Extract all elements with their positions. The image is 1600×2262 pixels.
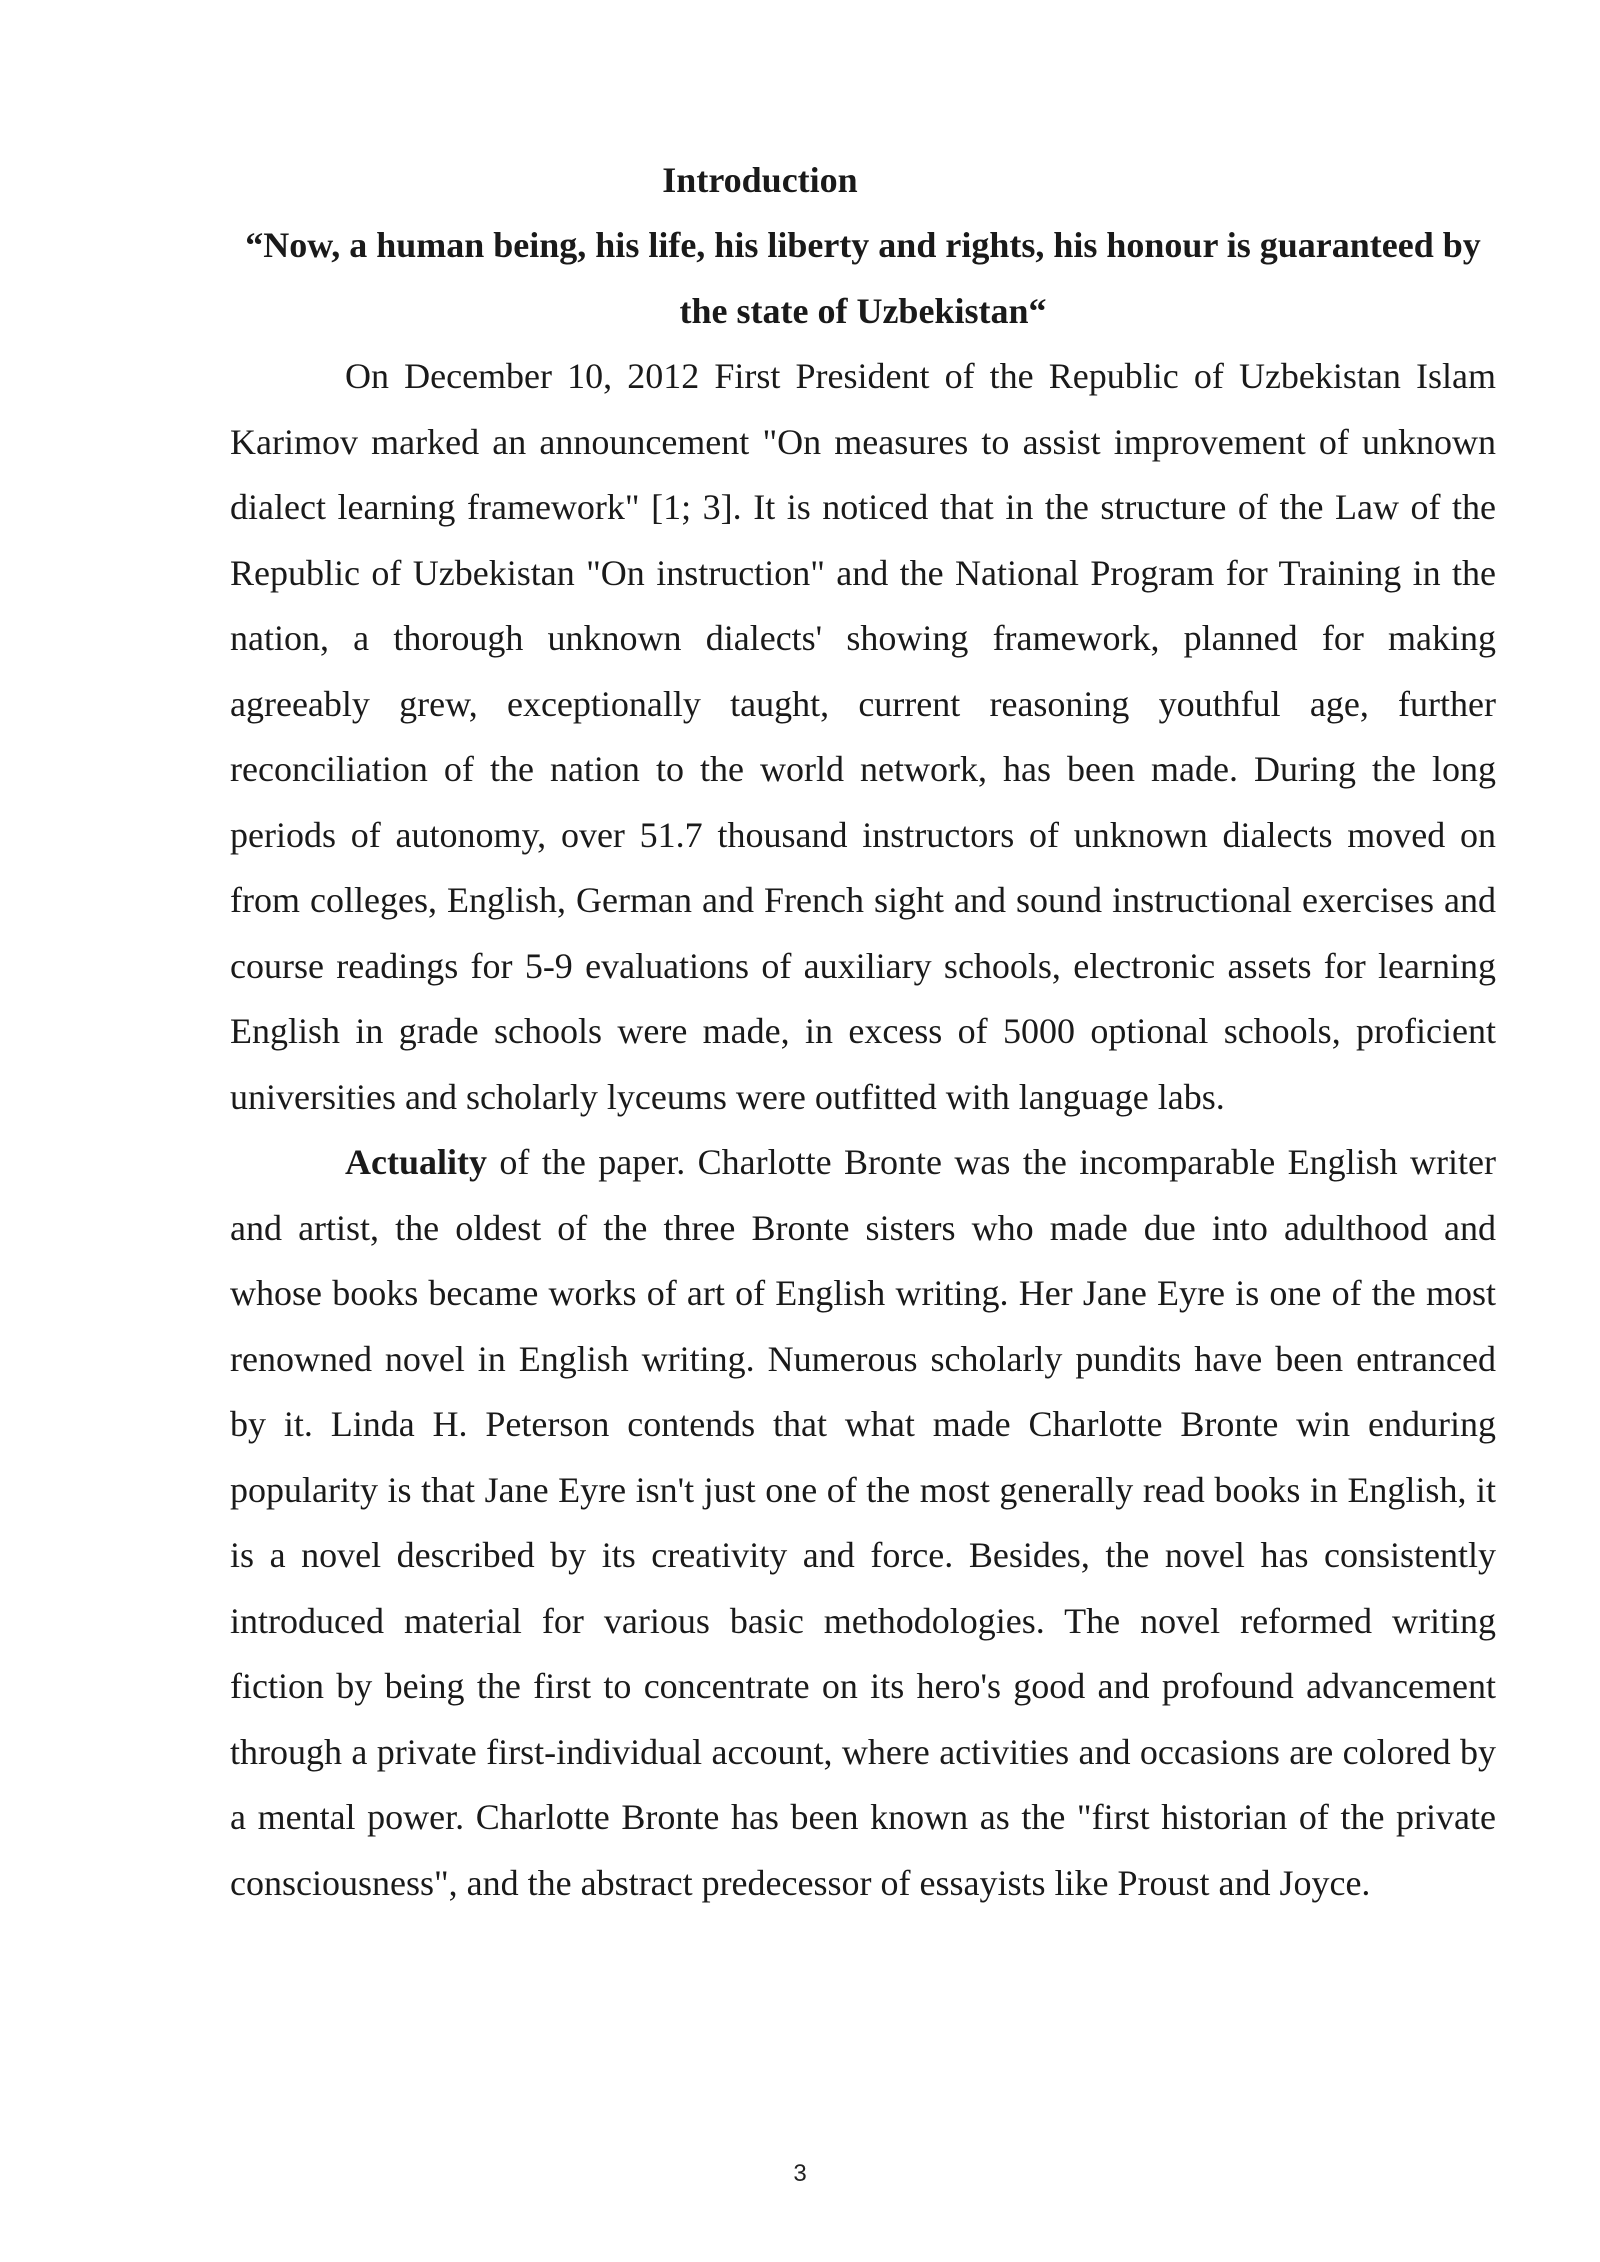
actuality-text: of the paper. Charlotte Bronte was the incomparable English writer and artist, the oldest of the three Bronte sisters who made due into adulthood and whose books became works of art of English writing. Her Jane Eyre is one of the most renowned novel in English writing. Numerous scholarly pundits have been entranced by it. Linda H. Peterson contends that what made Charlotte Bronte win enduring popularity is that Jane Eyre isn't just one of the most generally read books in English, it is a novel described by its creativity and force. Besides, the novel has consistently introduced material for various basic methodologies. The novel reformed writing fiction by being the first to concentrate on its hero's good and profound advancement through a private first-individual account, where activities and occasions are colored by a mental power. Charlotte Bronte has been known as the "first historian of the private consciousness", and the abstract predecessor of essayists like Proust and Joyce. (230, 1142, 1496, 1903)
paragraph-decree: On December 10, 2012 First President of the Republic of Uzbekistan Islam Karimov marked an announcement "On measures to assist improvement of unknown dialect learning framework" [1; 3]. It is noticed that in the structure of the Law of the Republic of Uzbekistan "On instruction" and the National Program for Training in the nation, a thorough unknown dialects' showing framework, planned for making agreeably grew, exceptionally taught, current reasoning youthful age, further reconciliation of the nation to the world network, has been made. During the long periods of autonomy, over 51.7 thousand instructors of unknown dialects moved on from colleges, English, German and French sight and sound instructional exercises and course readings for 5-9 evaluations of auxiliary schools, electronic assets for learning English in grade schools were made, in excess of 5000 optional schools, proficient universities and scholarly lyceums were outfitted with language labs. (230, 356, 1496, 1117)
actuality-lead: Actuality (345, 1142, 487, 1182)
page-content (230, 148, 1496, 1916)
page-number: 3 (793, 2160, 807, 2187)
section-heading: Introduction (662, 160, 858, 200)
paragraph-actuality (230, 1130, 1496, 1916)
epigraph: “Now, a human being, his life, his liberty and rights, his honour is guaranteed by the state of Uzbekistan“ (245, 225, 1481, 331)
